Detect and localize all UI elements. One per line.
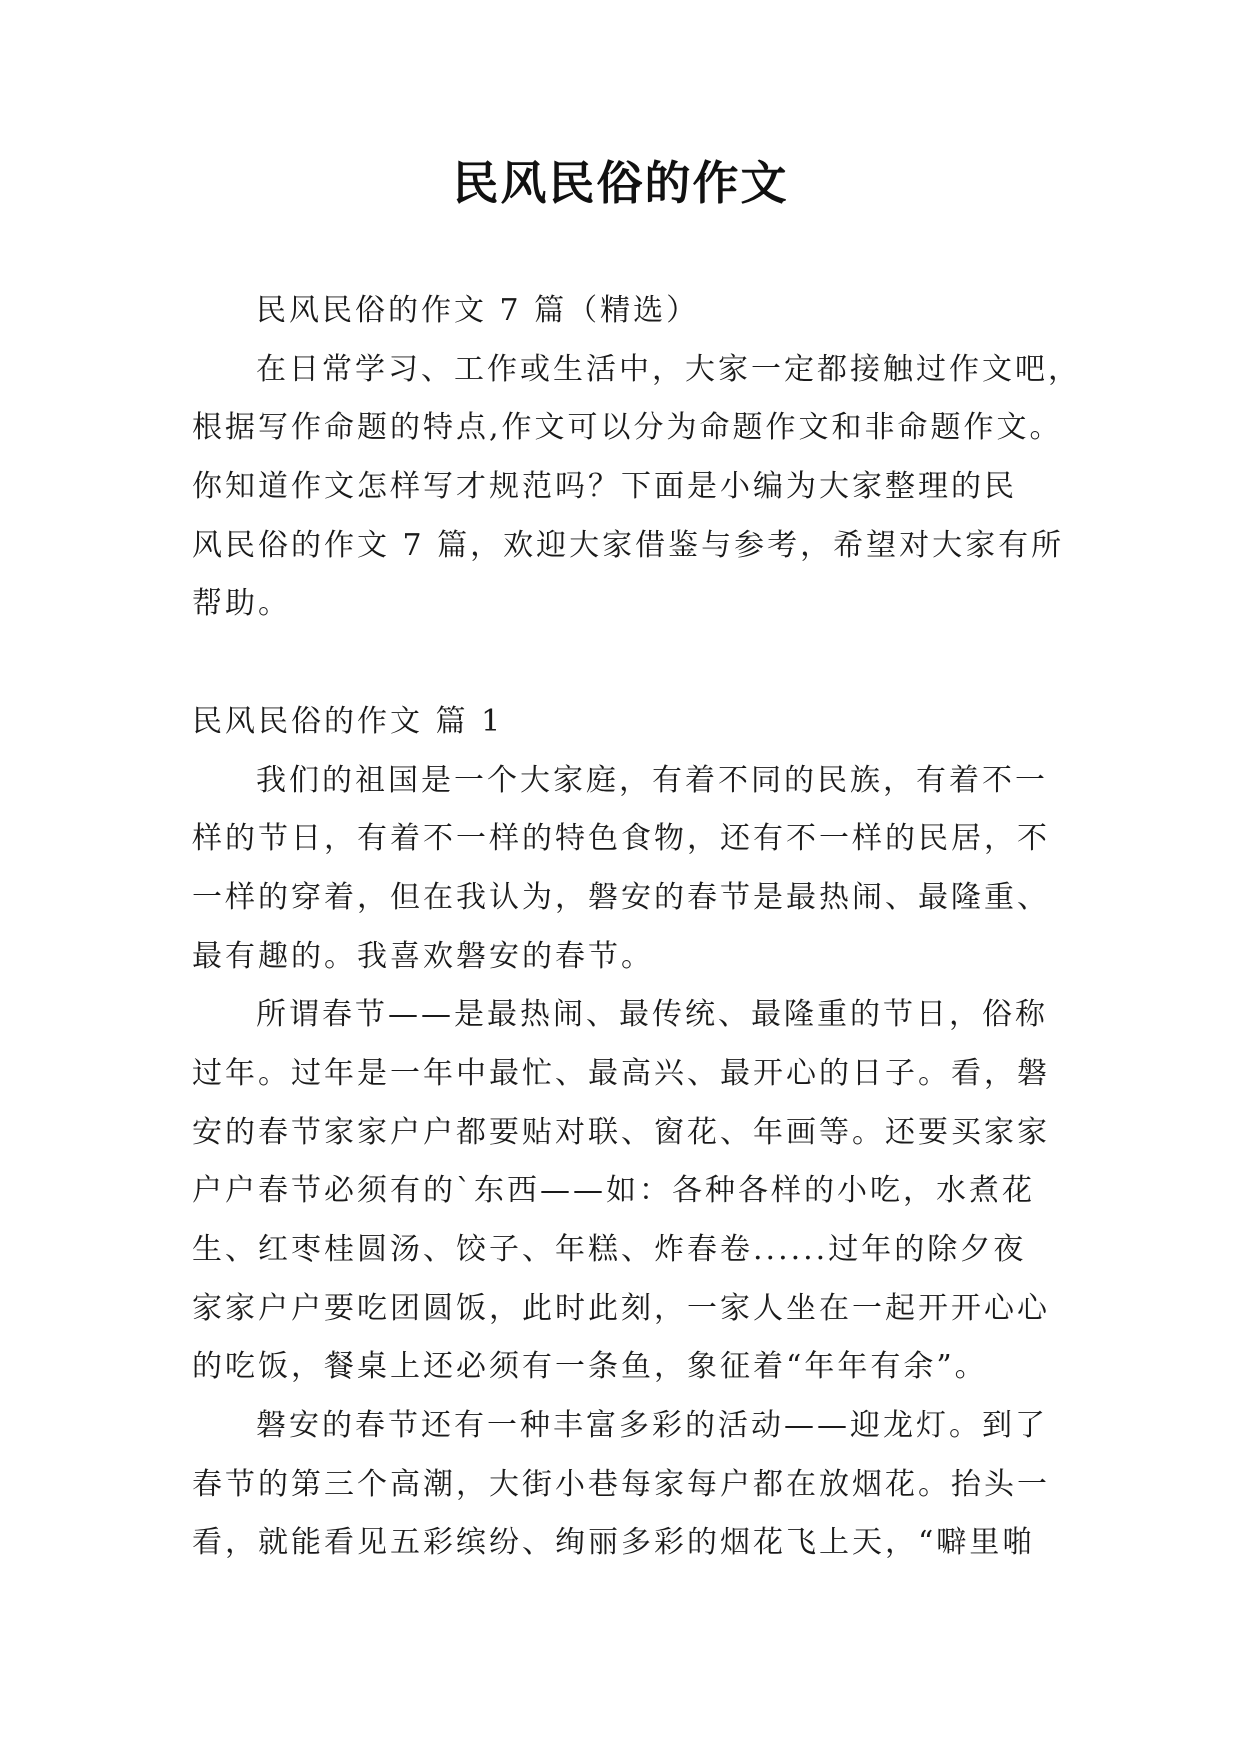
text-line: 民风民俗的作文 7 篇（精选） — [256, 293, 700, 328]
text-line: 根据写作命题的特点,作文可以分为命题作文和非命题作文。 — [192, 410, 1063, 446]
text-line: 的吃饭，餐桌上还必须有一条鱼，象征着“年年有余”。 — [192, 1349, 988, 1385]
document-body — [192, 282, 1081, 1573]
text-line: 磐安的春节还有一种丰富多彩的活动——迎龙灯。到了 — [256, 1408, 1048, 1444]
text-line: 最有趣的。我喜欢磐安的春节。 — [192, 938, 654, 974]
text-line: 家家户户要吃团圆饭，此时此刻，一家人坐在一起开开心心 — [192, 1290, 1050, 1326]
text-line: 户户春节必须有的`东西——如：各种各样的小吃，水煮花 — [192, 1173, 1035, 1209]
text-line: 我们的祖国是一个大家庭，有着不同的民族，有着不一 — [256, 762, 1048, 798]
text-line: 春节的第三个高潮，大街小巷每家每户都在放烟花。抬头一 — [192, 1466, 1050, 1502]
text-line: 在日常学习、工作或生活中，大家一定都接触过作文吧， — [256, 351, 1081, 387]
text-line: 样的节日，有着不一样的特色食物，还有不一样的民居，不 — [192, 821, 1050, 857]
text-line: 帮助。 — [192, 586, 291, 622]
text-line: 民风民俗的作文 篇 1 — [192, 703, 504, 739]
text-line: 风民俗的作文 7 篇，欢迎大家借鉴与参考，希望对大家有所 — [192, 527, 1065, 563]
document-title: 民风民俗的作文 — [452, 156, 789, 210]
text-line: 看，就能看见五彩缤纷、绚丽多彩的烟花飞上天，“噼里啪 — [192, 1525, 1036, 1561]
text-line: 一样的穿着，但在我认为，磐安的春节是最热闹、最隆重、 — [192, 879, 1050, 915]
text-line: 生、红枣桂圆汤、饺子、年糕、炸春卷......过年的除夕夜 — [192, 1232, 1027, 1267]
text-line: 所谓春节——是最热闹、最传统、最隆重的节日，俗称 — [256, 997, 1048, 1033]
text-line: 安的春节家家户户都要贴对联、窗花、年画等。还要买家家 — [192, 1114, 1050, 1150]
text-line: 过年。过年是一年中最忙、最高兴、最开心的日子。看，磐 — [192, 1055, 1050, 1091]
blank-line — [192, 634, 1054, 693]
text-line: 你知道作文怎样写才规范吗？下面是小编为大家整理的民 — [192, 469, 1017, 505]
